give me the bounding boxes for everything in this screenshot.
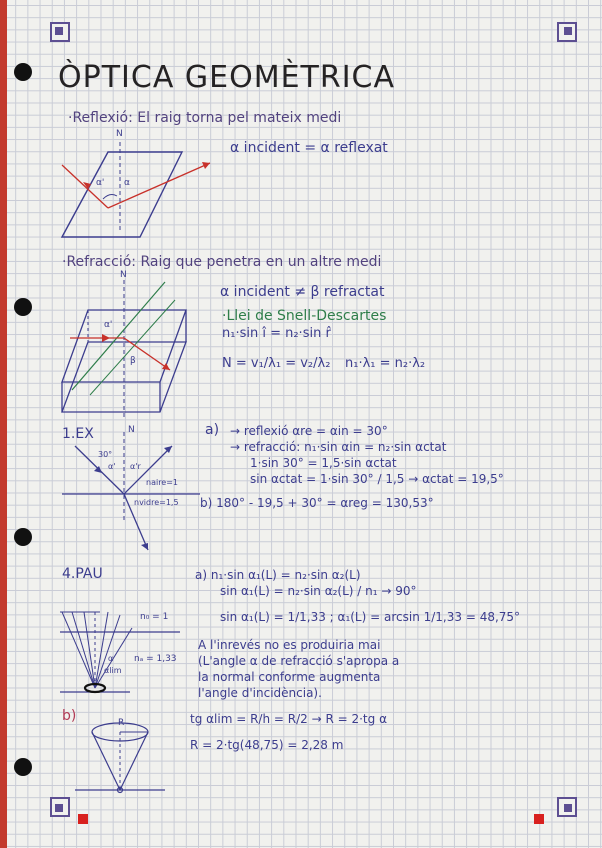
exercise-label: 1.EX: [62, 426, 94, 442]
part-label: b): [62, 708, 77, 724]
solution-line: 1·sin 30° = 1,5·sin αctat: [250, 456, 397, 470]
reflection-heading: ·Reflexió: El raig torna pel mateix medi: [68, 110, 342, 126]
solution-line: a) n₁·sin α₁(L) = n₂·sin α₂(L): [195, 568, 361, 582]
note-line: (L'angle α de refracció s'apropa a: [198, 654, 400, 668]
angle-label: α'r: [130, 462, 141, 471]
solution-line: b) 180° - 19,5 + 30° = αreg = 130,53°: [200, 496, 434, 510]
reflection-diagram: [62, 142, 210, 237]
medium-index-label: nₐ = 1,33: [134, 654, 177, 664]
cone-diagram: [75, 723, 165, 793]
index-formula: N = v₁/λ₁ = v₂/λ₂: [222, 356, 331, 371]
angle-label: α: [124, 178, 130, 188]
solution-line: → reflexió αre = αin = 30°: [230, 424, 388, 438]
angle-label: α': [96, 178, 105, 188]
normal-label: N: [128, 425, 135, 435]
wavelength-formula: n₁·λ₁ = n₂·λ₂: [345, 356, 426, 371]
solution-line: sin αctat = 1·sin 30° / 1,5 → αctat = 19,5°: [250, 472, 504, 486]
normal-label: N: [120, 270, 127, 280]
angle-label: αlim: [104, 666, 122, 675]
ex1-diagram: [62, 432, 200, 550]
note-line: A l'inrevés no es produiria mai: [198, 638, 381, 652]
refraction-line: α incident ≠ β refractat: [220, 284, 385, 300]
snell-formula: n₁·sin î = n₂·sin r̂: [222, 326, 331, 341]
refraction-heading: ·Refracció: Raig que penetra en un altre medi: [62, 254, 382, 270]
note-line: la normal conforme augmenta: [198, 670, 381, 684]
radius-label: R: [118, 718, 125, 728]
page-title: ÒPTICA GEOMÈTRICA: [58, 60, 396, 95]
angle-label: α: [108, 654, 114, 663]
snell-title: ·Llei de Snell-Descartes: [222, 308, 387, 324]
solution-line: → refracció: n₁·sin αin = n₂·sin αctat: [230, 440, 447, 454]
exercise-label: 4.PAU: [62, 566, 103, 582]
pau-diagram: [60, 612, 180, 692]
angle-label: β: [130, 356, 136, 366]
reflection-formula: α incident = α reflexat: [230, 140, 388, 156]
solution-line: R = 2·tg(48,75) = 2,28 m: [190, 738, 344, 752]
solution-line: sin α₁(L) = 1/1,33 ; α₁(L) = arcsin 1/1,33 = 48,75°: [220, 610, 521, 624]
angle-label: 30°: [98, 450, 113, 459]
normal-label: N: [116, 129, 123, 139]
angle-label: α': [108, 462, 116, 471]
part-label: a): [205, 422, 220, 438]
medium-index-label: nvidre=1,5: [134, 498, 179, 507]
solution-line: tg αlim = R/h = R/2 → R = 2·tg α: [190, 712, 387, 726]
angle-label: α': [104, 320, 113, 330]
note-line: l'angle d'incidència).: [198, 686, 322, 700]
solution-line: sin α₁(L) = n₂·sin α₂(L) / n₁ → 90°: [220, 584, 417, 598]
refraction-diagram: [62, 280, 186, 420]
medium-index-label: n₀ = 1: [140, 612, 169, 622]
medium-index-label: naire=1: [146, 478, 179, 487]
